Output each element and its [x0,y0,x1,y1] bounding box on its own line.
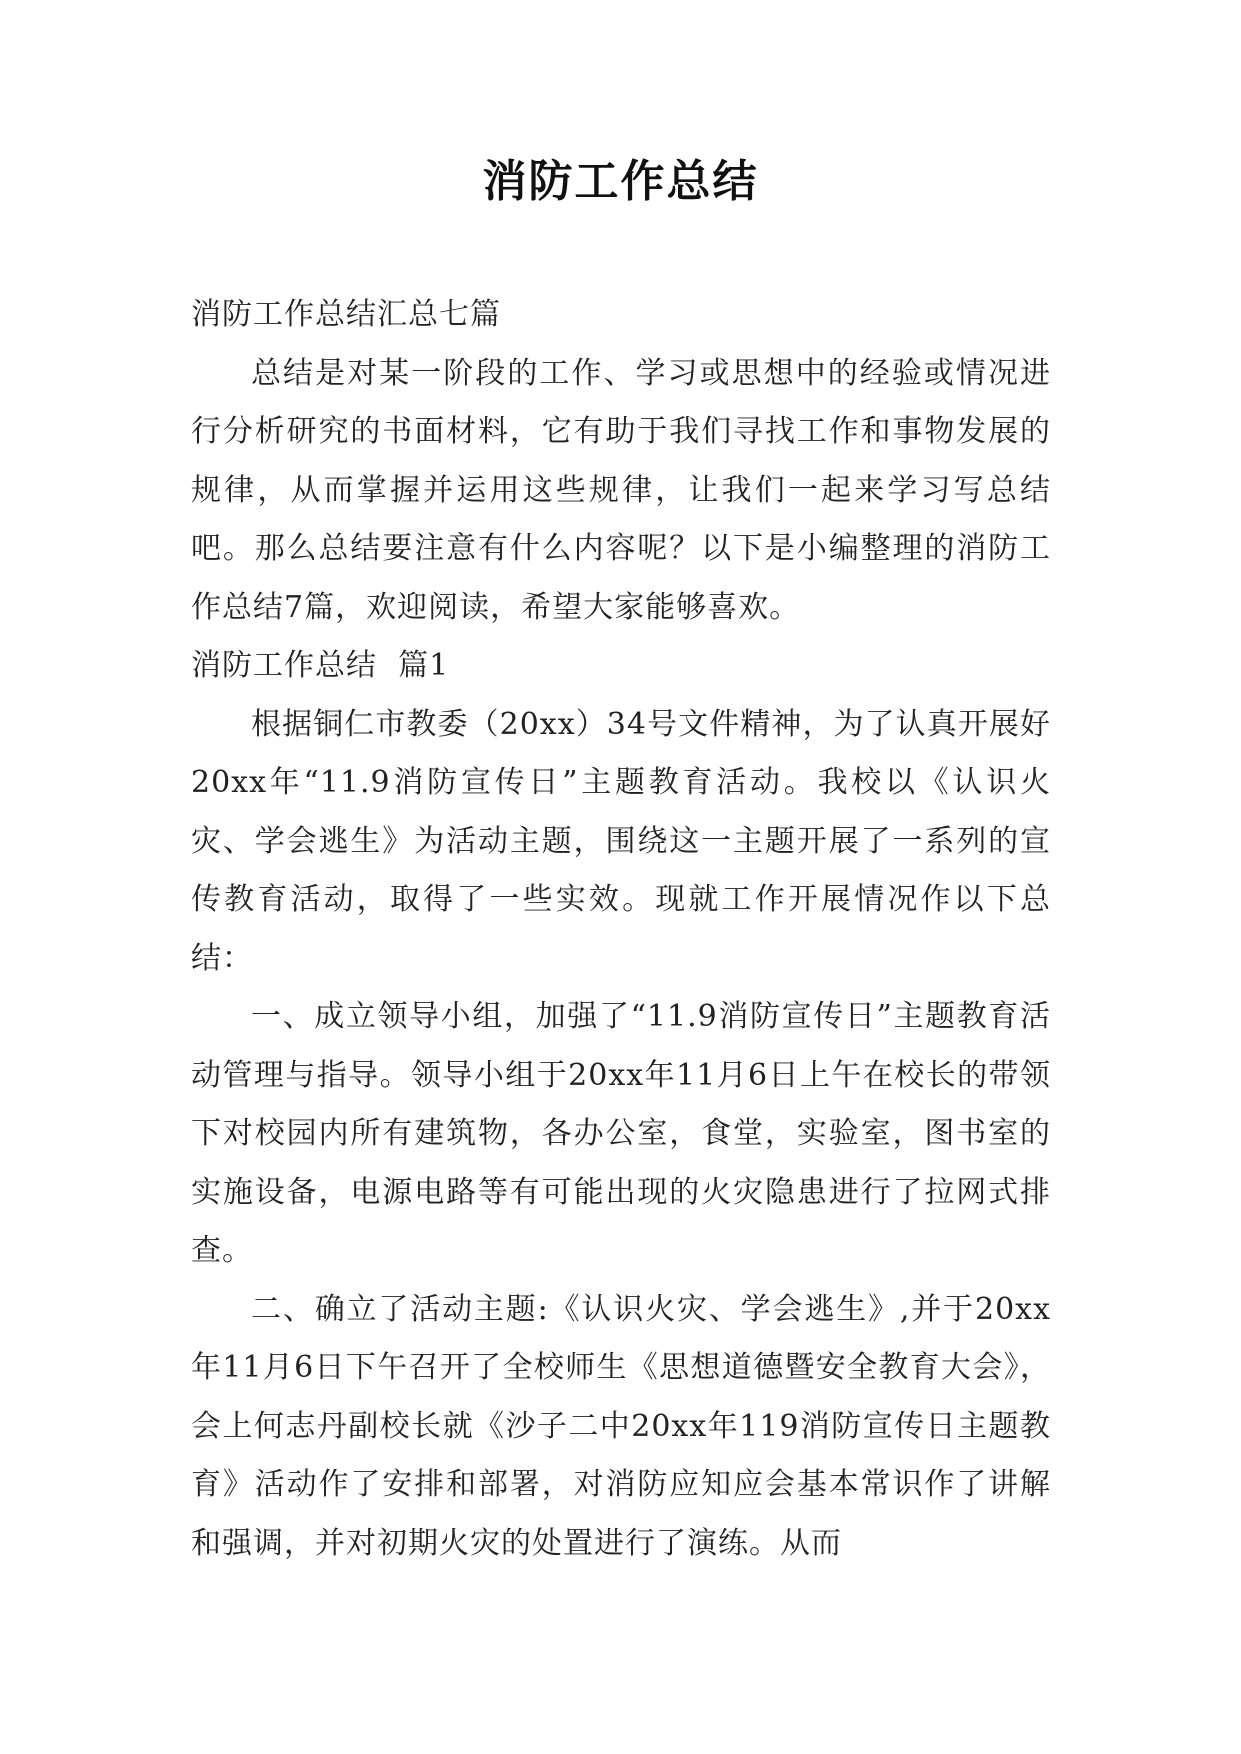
body-paragraph: 一、成立领导小组，加强了“11.9消防宣传日”主题教育活动管理与指导。领导小组于20xx年11月6日上午在校长的带领下对校园内所有建筑物，各办公室，食堂，实验室，图书室的实施设备，电源电路等有可能出现的火灾隐患进行了拉网式排查。 [191,999,1051,1268]
section-heading: 消防工作总结 篇1 [191,648,450,683]
document-subtitle: 消防工作总结汇总七篇 [191,297,501,332]
document-body [191,286,1051,1573]
body-paragraph: 二、确立了活动主题:《认识火灾、学会逃生》,并于20xx年11月6日下午召开了全校师生《思想道德暨安全教育大会》，会上何志丹副校长就《沙子二中20xx年119消防宣传日主题教育》活动作了安排和部署，对消防应知应会基本常识作了讲解和强调，并对初期火灾的处置进行了演练。从而 [191,1291,1051,1561]
body-paragraph: 根据铜仁市教委（20xx）34号文件精神，为了认真开展好20xx年“11.9消防宣传日”主题教育活动。我校以《认识火灾、学会逃生》为活动主题，围绕这一主题开展了一系列的宣传教育活动，取得了一些实效。现就工作开展情况作以下总结： [191,706,1051,976]
document-title: 消防工作总结 [482,156,759,207]
intro-paragraph: 总结是对某一阶段的工作、学习或思想中的经验或情况进行分析研究的书面材料，它有助于我们寻找工作和事物发展的规律，从而掌握并运用这些规律，让我们一起来学习写总结吧。那么总结要注意有什么内容呢？以下是小编整理的消防工作总结7篇，欢迎阅读，希望大家能够喜欢。 [191,355,1051,625]
